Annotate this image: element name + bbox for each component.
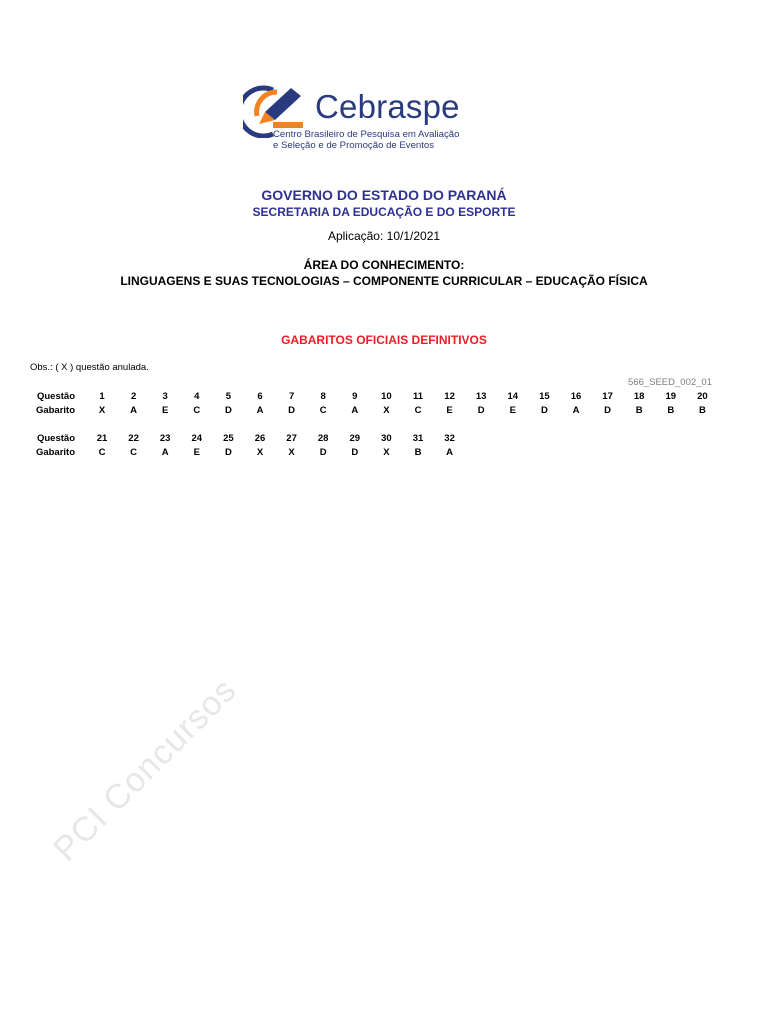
answer-value: X [256,447,264,458]
question-number: 17 [602,391,613,402]
secretariat-title: SECRETARIA DA EDUCAÇÃO E DO ESPORTE [252,205,516,219]
question-number: 3 [162,391,168,402]
answer-value: B [698,405,706,416]
question-number: 27 [286,433,297,444]
answer-value: D [224,405,232,416]
cebraspe-logo [243,82,473,152]
question-number: 5 [225,391,232,402]
question-number: 2 [130,391,137,402]
answer-value: C [98,447,106,458]
answer-value: A [351,405,359,416]
answer-value: B [414,447,422,458]
answer-value: A [161,447,169,458]
question-number: 12 [444,391,455,402]
answer-value: C [130,447,138,458]
question-number: 16 [570,391,582,402]
answer-value: D [288,405,296,416]
watermark: PCI Concursos [46,670,244,869]
answer-value: D [351,447,359,458]
question-number: 18 [633,391,645,402]
question-number: 31 [412,433,424,444]
answer-value: A [130,405,138,416]
question-number: 7 [288,391,295,402]
question-number: 9 [352,391,358,402]
government-title: GOVERNO DO ESTADO DO PARANÁ [261,187,507,203]
answer-block-2 [30,433,750,461]
answer-value: B [635,405,643,416]
answer-value: X [288,447,295,458]
question-number: 28 [317,433,329,444]
answer-value: C [319,405,327,416]
answer-value: D [319,447,327,458]
answer-value: E [193,447,200,458]
answer-value: D [477,405,485,416]
answer-value: A [446,447,454,458]
logo-subtitle-line1: Centro Brasileiro de Pesquisa em Avaliação [273,129,460,140]
question-number: 20 [697,391,708,402]
answer-block-1 [30,391,750,419]
question-row [30,391,750,405]
question-number: 25 [223,433,234,444]
answer-row [30,405,750,419]
question-number: 30 [381,433,392,444]
question-label: Questão [36,433,75,444]
question-number: 22 [128,433,139,444]
logo-name: Cebraspe [315,88,460,125]
question-number: 11 [412,391,424,402]
answer-value: D [540,405,548,416]
question-number: 6 [257,391,263,402]
area-title: ÁREA DO CONHECIMENTO: [303,258,465,272]
question-number: 23 [159,433,171,444]
question-number: 29 [349,433,361,444]
annulled-note: Obs.: ( X ) questão anulada. [30,362,149,373]
question-number: 32 [444,433,455,444]
question-number: 24 [191,433,203,444]
logo-subtitle-line2: e Seleção e de Promoção de Eventos [273,139,435,151]
answer-value: A [256,405,264,416]
answer-value: X [383,447,390,458]
answer-value: D [604,405,612,416]
answer-value: D [224,447,232,458]
question-label: Questão [36,391,75,402]
question-number: 14 [507,391,519,402]
answer-value: E [446,405,453,416]
answer-value: X [383,405,390,416]
question-number: 21 [96,433,108,444]
logo-subtitle [273,130,459,151]
question-number: 1 [99,391,105,402]
question-number: 4 [194,391,200,402]
question-number: 26 [254,433,266,444]
answer-value: E [162,405,169,416]
answer-value: X [98,405,106,416]
answer-value: C [414,405,422,416]
question-number: 13 [475,391,487,402]
question-row [30,433,750,447]
area-detail: LINGUAGENS E SUAS TECNOLOGIAS – COMPONENTE CURRICULAR – EDUCAÇÃO FÍSICA [120,274,648,288]
question-number: 15 [539,391,550,402]
answer-label: Gabarito [35,447,75,458]
question-number: 10 [381,391,392,402]
question-number: 19 [665,391,677,402]
answer-value: E [509,405,516,416]
answer-row [30,447,750,461]
answer-value: A [572,405,580,416]
form-code: 566_SEED_002_01 [628,377,712,388]
question-number: 8 [320,391,326,402]
answer-value: C [193,405,201,416]
answer-label: Gabarito [35,405,75,416]
application-date: Aplicação: 10/1/2021 [327,229,441,243]
section-title: GABARITOS OFICIAIS DEFINITIVOS [281,333,487,347]
answer-value: B [667,405,675,416]
